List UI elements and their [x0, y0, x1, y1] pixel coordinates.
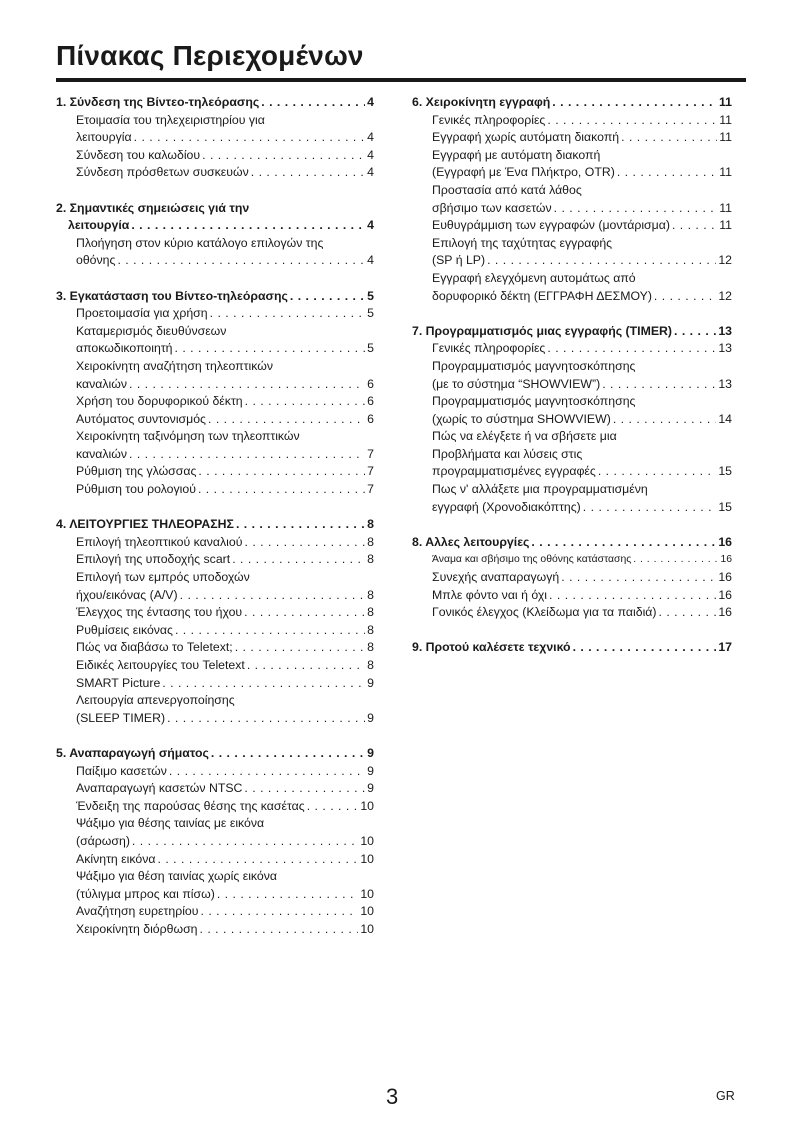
dot-leader [244, 534, 365, 552]
toc-section [412, 639, 732, 657]
toc-page-number: 5 [367, 341, 374, 356]
toc-entry [432, 129, 732, 147]
toc-entry-title: 3. Εγκατάσταση του Βίντεο-τηλεόρασης [56, 288, 288, 303]
toc-entry-title: 1. Σύνδεση της Βίντεο-τηλεόρασης [56, 95, 260, 109]
toc-section-heading [56, 200, 374, 218]
toc-entry-title: Αναπαραγωγή κασετών NTSC [76, 781, 243, 796]
toc-entry-title: Προβλήματα και λύσεις στις [432, 446, 583, 461]
toc-page-number: 13 [718, 323, 732, 338]
toc-page-number: 11 [719, 95, 732, 109]
toc-entry-title: εγγραφή (Χρονοδιακόπτης) [432, 499, 581, 514]
toc-entry-title: Επιλογή της υποδοχής scart [76, 552, 231, 567]
dot-leader [549, 587, 716, 605]
toc-entry-title: Χειροκίνητη αναζήτηση τηλεοπτικών [76, 358, 273, 373]
toc-entry [432, 446, 732, 464]
toc-page-number: 13 [718, 341, 732, 356]
dot-leader [244, 780, 365, 798]
toc-entry-title: 7. Προγραμματισμός μιας εγγραφής (TIMER) [412, 323, 672, 338]
toc-entry-title: Ευθυγράμμιση των εγγραφών (μοντάρισμα) [432, 218, 670, 233]
dot-leader [134, 129, 366, 147]
toc-page-number: 9 [367, 781, 374, 796]
toc-entry-title: Ρύθμιση του ρολογιού [76, 482, 196, 497]
toc-section-heading [412, 94, 732, 112]
toc-section-heading [412, 323, 732, 341]
dot-leader [251, 164, 365, 182]
dot-leader [633, 551, 718, 569]
toc-entry-title: Γονικός έλεγχος (Κλείδωμα για τα παιδιά) [432, 605, 657, 620]
toc-entry-title: Λειτουργία απενεργοποίησης [76, 693, 235, 708]
dot-leader [131, 217, 365, 235]
dot-leader [583, 499, 717, 517]
toc-entry-title: Προετοιμασία για χρήση [76, 306, 208, 321]
toc-page-number: 10 [360, 886, 374, 901]
dot-leader [198, 481, 365, 499]
toc-entry-title: καναλιών [76, 446, 127, 461]
dot-leader [208, 411, 365, 429]
dot-leader [674, 323, 716, 341]
toc-page-number: 14 [718, 411, 732, 426]
toc-entry-title: Προγραμματισμός μαγνητοσκόπησης [432, 358, 636, 373]
toc-entry-title: Ένδειξη της παρούσας θέσης της κασέτας [76, 798, 305, 813]
toc-page-number: 17 [718, 640, 732, 655]
toc-entry [76, 833, 374, 851]
toc-entry [76, 323, 374, 341]
toc-entry-title: 8. Αλλες λειτουργίες [412, 534, 530, 549]
toc-entry [76, 551, 374, 569]
toc-entry [432, 252, 732, 270]
toc-page-number: 9 [367, 763, 374, 778]
toc-entry [76, 147, 374, 165]
toc-entry-title: Ψάξιμο για θέση ταινίας χωρίς εικόνα [76, 869, 278, 884]
toc-page-number: 4 [367, 253, 374, 268]
toc-entry [76, 886, 374, 904]
toc-entry-title: 4. ΛΕΙΤΟΥΡΓΙΕΣ ΤΗΛΕΟΡΑΣΗΣ [56, 517, 234, 532]
toc-entry-title: (SP ή LP) [432, 253, 486, 268]
toc-entry [76, 851, 374, 869]
toc-entry [76, 463, 374, 481]
toc-entry [76, 164, 374, 182]
toc-entry-title: λειτουργία [76, 130, 132, 145]
toc-entry [432, 270, 732, 288]
dot-leader [169, 763, 365, 781]
toc-page-number: 11 [719, 130, 732, 145]
toc-entry-title: (τύλιγμα μπρος και πίσω) [76, 886, 215, 901]
toc-section-heading [56, 288, 374, 306]
toc-page-number: 12 [718, 253, 732, 268]
toc-entry [76, 675, 374, 693]
toc-page-number: 6 [367, 394, 374, 409]
dot-leader [290, 288, 365, 306]
toc-page-number: 5 [367, 288, 374, 303]
toc-entry-title: Πώς να ελέγξετε ή να σβήσετε μια [432, 429, 617, 444]
toc-entry-title: Πώς να διαβάσω το Teletext; [76, 640, 233, 655]
dot-leader [621, 129, 717, 147]
toc-entry-title: Γενικές πληροφορίες [432, 341, 546, 356]
dot-leader [132, 833, 358, 851]
toc-page-number: 7 [367, 482, 374, 497]
toc-entry [432, 428, 732, 446]
dot-leader [180, 587, 366, 605]
toc-right-column [412, 94, 732, 675]
toc-entry [432, 288, 732, 306]
toc-entry [432, 393, 732, 411]
toc-section [56, 200, 374, 270]
toc-page-number: 9 [367, 675, 374, 690]
toc-entry-title: Προγραμματισμός μαγνητοσκόπησης [432, 394, 636, 409]
dot-leader [598, 463, 716, 481]
toc-entry [76, 639, 374, 657]
toc-entry [432, 604, 732, 622]
toc-page-number: 4 [367, 218, 374, 233]
toc-entry [432, 200, 732, 218]
toc-page-number: 8 [367, 605, 374, 620]
toc-page-number: 10 [360, 798, 374, 813]
toc-entry-title: αποκωδικοποιητή [76, 341, 173, 356]
toc-page-number: 16 [718, 605, 732, 620]
toc-entry [76, 446, 374, 464]
dot-leader [198, 463, 365, 481]
toc-entry-title: Εγγραφή με αυτόματη διακοπή [432, 147, 601, 162]
toc-entry-title: σβήσιμο των κασετών [432, 200, 552, 215]
toc-entry-title: (SLEEP TIMER) [76, 710, 166, 725]
toc-page-number: 9 [367, 745, 374, 760]
toc-page-number: 16 [718, 587, 732, 602]
dot-leader [659, 604, 717, 622]
dot-leader [175, 622, 365, 640]
page-title: Πίνακας Περιεχομένων [56, 40, 364, 71]
toc-page-number: 16 [720, 554, 732, 566]
toc-entry [76, 815, 374, 833]
toc-page-number: 13 [718, 376, 732, 391]
language-code: GR [716, 1089, 735, 1103]
toc-entry [432, 569, 732, 587]
dot-leader [547, 112, 717, 130]
toc-entry [432, 481, 732, 499]
toc-entry-title: Γενικές πληροφορίες [432, 112, 546, 127]
toc-entry [432, 112, 732, 130]
toc-entry-title: Πλοήγηση στον κύριο κατάλογο επιλογών της [76, 235, 324, 250]
toc-entry-title: Πως ν' αλλάξετε μια προγραμματισμένη [432, 482, 648, 497]
toc-page-number: 8 [367, 552, 374, 567]
dot-leader [531, 534, 716, 552]
toc-entry-title: Καταμερισμός διευθύνσεων [76, 323, 227, 338]
toc-entry [432, 463, 732, 481]
toc-entry [432, 551, 732, 569]
dot-leader [167, 710, 365, 728]
toc-page-number: 5 [367, 306, 374, 321]
toc-entry [432, 358, 732, 376]
toc-entry-title: SMART Picture [76, 675, 161, 690]
toc-entry [76, 534, 374, 552]
dot-leader [554, 200, 718, 218]
toc-page-number: 8 [367, 534, 374, 549]
toc-entry [76, 393, 374, 411]
toc-entry-title: Επιλογή της ταχύτητας εγγραφής [432, 235, 613, 250]
toc-page-number: 4 [367, 147, 374, 162]
toc-entry [76, 376, 374, 394]
toc-entry-title: Χειροκίνητη διόρθωση [76, 921, 198, 936]
dot-leader [117, 252, 365, 270]
toc-page-number: 7 [367, 464, 374, 479]
toc-entry-title: καναλιών [76, 376, 127, 391]
toc-section-heading [412, 534, 732, 552]
toc-page-number: 11 [719, 200, 732, 215]
toc-entry-title: 5. Αναπαραγωγή σήματος [56, 745, 209, 760]
toc-entry-title: Σύνδεση του καλωδίου [76, 147, 201, 162]
toc-entry [76, 604, 374, 622]
toc-section [412, 94, 732, 305]
toc-entry [76, 358, 374, 376]
toc-page-number: 8 [367, 640, 374, 655]
dot-leader [613, 411, 716, 429]
toc-entry [432, 499, 732, 517]
dot-leader [202, 147, 365, 165]
toc-entry [76, 692, 374, 710]
toc-entry-title: οθόνης [76, 253, 116, 268]
dot-leader [307, 798, 359, 816]
toc-page-number: 11 [719, 165, 732, 180]
dot-leader [487, 252, 716, 270]
toc-entry [76, 622, 374, 640]
toc-page-number: 11 [719, 112, 732, 127]
toc-page-number: 4 [367, 165, 374, 180]
toc-entry [76, 252, 374, 270]
toc-section-heading [56, 94, 374, 112]
toc-entry [76, 798, 374, 816]
toc-entry [432, 376, 732, 394]
dot-leader [261, 94, 365, 112]
toc-page-number: 10 [360, 851, 374, 866]
page-number: 3 [386, 1084, 399, 1109]
toc-page-number: 4 [367, 95, 374, 109]
toc-entry-title: Ρυθμίσεις εικόνας [76, 622, 173, 637]
toc-entry-title: 9. Προτού καλέσετε τεχνικό [412, 640, 571, 655]
dot-leader [235, 639, 365, 657]
toc-entry [432, 182, 732, 200]
toc-entry-title: ήχου/εικόνας (A/V) [76, 587, 178, 602]
dot-leader [210, 305, 366, 323]
dot-leader [547, 340, 716, 358]
toc-entry [76, 235, 374, 253]
toc-entry [76, 587, 374, 605]
toc-entry-title: Ακίνητη εικόνα [76, 851, 156, 866]
toc-entry [76, 340, 374, 358]
toc-entry-title: λειτουργία [68, 218, 130, 233]
toc-page-number: 9 [367, 710, 374, 725]
toc-entry [432, 411, 732, 429]
toc-entry [76, 763, 374, 781]
toc-page-number: 8 [367, 658, 374, 672]
toc-entry-title: Έλεγχος της έντασης του ήχου [76, 605, 243, 620]
toc-page-number: 8 [367, 587, 374, 602]
toc-entry [76, 780, 374, 798]
toc-entry-title: Ετοιμασία του τηλεχειριστηρίου για [76, 112, 265, 127]
toc-page-number: 10 [360, 921, 374, 936]
toc-entry-title: Αναζήτηση ευρετηρίου [76, 904, 199, 919]
toc-section-heading [412, 639, 732, 657]
toc-page-number: 8 [367, 622, 374, 637]
toc-page-number: 16 [718, 534, 732, 549]
dot-leader [175, 340, 366, 358]
toc-entry [432, 340, 732, 358]
dot-leader [232, 551, 365, 569]
dot-leader [247, 657, 365, 675]
toc-entry-title: (Εγγραφή με Ένα Πλήκτρο, OTR) [432, 165, 615, 180]
toc-entry-title: Ψάξιμο για θέσης ταινίας με εικόνα [76, 816, 265, 831]
toc-section-heading [56, 516, 374, 534]
toc-entry [76, 569, 374, 587]
dot-leader [617, 164, 717, 182]
toc-entry-title: Χρήση του δορυφορικού δέκτη [76, 394, 243, 409]
toc-section-heading [68, 217, 374, 235]
dot-leader [552, 94, 717, 112]
toc-section [56, 94, 374, 182]
toc-page-number: 6 [367, 376, 374, 391]
toc-entry [76, 428, 374, 446]
toc-entry-title: 2. Σημαντικές σημειώσεις γιά την [56, 200, 250, 215]
dot-leader [211, 745, 365, 763]
toc-entry-title: (σάρωση) [76, 833, 130, 848]
dot-leader [129, 376, 365, 394]
toc-entry [76, 710, 374, 728]
toc-entry-title: Ρύθμιση της γλώσσας [76, 464, 197, 479]
toc-section [412, 534, 732, 622]
toc-left-column [56, 94, 374, 956]
dot-leader [573, 639, 717, 657]
toc-entry-title: (με το σύστημα “SHOWVIEW”) [432, 376, 601, 391]
dot-leader [602, 376, 716, 394]
toc-entry-title: Συνεχής αναπαραγωγή [432, 570, 560, 585]
toc-entry-title: Σύνδεση πρόσθετων συσκευών [76, 165, 249, 180]
toc-entry [76, 481, 374, 499]
dot-leader [561, 569, 716, 587]
toc-entry [76, 903, 374, 921]
toc-entry-title: Χειροκίνητη ταξινόμηση των τηλεοπτικών [76, 429, 300, 444]
toc-entry-title: Εγγραφή χωρίς αυτόματη διακοπή [432, 130, 620, 145]
toc-entry [76, 411, 374, 429]
toc-entry [76, 868, 374, 886]
toc-page-number: 8 [367, 517, 374, 532]
dot-leader [158, 851, 359, 869]
toc-entry-title: προγραμματισμένες εγγραφές [432, 464, 596, 479]
toc-entry [432, 235, 732, 253]
toc-entry-title: Παίξιμο κασετών [76, 763, 167, 778]
dot-leader [245, 393, 366, 411]
dot-leader [201, 903, 359, 921]
toc-entry-title: Αυτόματος συντονισμός [76, 411, 206, 426]
toc-section-heading [56, 745, 374, 763]
toc-page-number: 10 [360, 904, 374, 919]
toc-page-number: 6 [367, 411, 374, 426]
toc-page-number: 7 [367, 446, 374, 461]
toc-page-number: 11 [719, 218, 732, 233]
dot-leader [672, 217, 717, 235]
toc-entry [432, 217, 732, 235]
toc-entry [432, 587, 732, 605]
dot-leader [654, 288, 716, 306]
toc-entry-title: Επιλογή των εμπρός υποδοχών [76, 570, 250, 585]
toc-entry-title: Επιλογή τηλεοπτικού καναλιού [76, 534, 243, 549]
toc-page-number: 4 [367, 130, 374, 145]
toc-page-number: 15 [718, 499, 732, 514]
dot-leader [236, 516, 365, 534]
dot-leader [200, 921, 359, 939]
toc-page-number: 12 [718, 288, 732, 303]
dot-leader [129, 446, 365, 464]
toc-entry [432, 147, 732, 165]
dot-leader [244, 604, 365, 622]
toc-section [412, 323, 732, 517]
dot-leader [217, 886, 358, 904]
toc-entry-title: Μπλε φόντο ναι ή όχι [432, 587, 548, 602]
toc-section [56, 516, 374, 727]
toc-page-number: 15 [718, 464, 732, 479]
toc-entry-title: 6. Χειροκίνητη εγγραφή [412, 95, 551, 109]
toc-entry [76, 112, 374, 130]
title-rule [56, 78, 746, 82]
toc-entry [76, 657, 374, 675]
toc-entry [76, 129, 374, 147]
toc-entry [76, 921, 374, 939]
toc-entry-title: (χωρίς το σύστημα SHOWVIEW) [432, 411, 611, 426]
toc-entry-title: Εγγραφή ελεγχόμενη αυτομάτως από [432, 270, 636, 285]
toc-section [56, 745, 374, 939]
toc-entry [76, 305, 374, 323]
toc-entry-title: Άναμα και σβήσιμο της οθόνης κατάστασης [432, 554, 632, 566]
toc-page-number: 16 [718, 570, 732, 585]
toc-page-number: 10 [360, 833, 374, 848]
toc-entry-title: δορυφορικό δέκτη (ΕΓΓΡΑΦΗ ΔΕΣΜΟΥ) [432, 288, 652, 303]
dot-leader [162, 675, 365, 693]
toc-entry-title: Προστασία από κατά λάθος [432, 182, 582, 197]
toc-section [56, 288, 374, 499]
toc-entry-title: Ειδικές λειτουργίες του Teletext [76, 658, 245, 672]
toc-entry [432, 164, 732, 182]
